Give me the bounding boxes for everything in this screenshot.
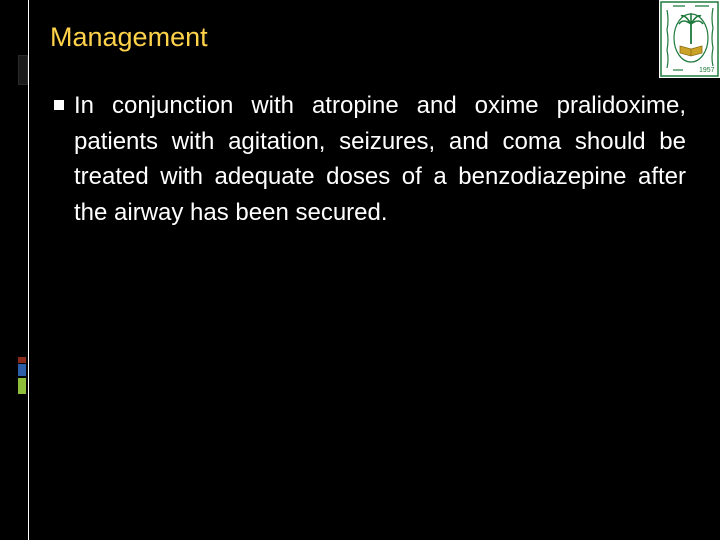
bullet-item — [50, 88, 686, 230]
slide-title: Management — [50, 22, 208, 52]
accent-bar-blue — [18, 364, 26, 376]
accent-bar-red — [18, 357, 26, 363]
accent-bar-green — [18, 378, 26, 394]
university-seal-icon — [659, 0, 720, 78]
university-logo — [659, 0, 720, 78]
bullet-text: In conjunction with atropine and oxime pralidoxime, patients with agitation, seizures, and coma should be treated with adequate doses of a benzodiazepine after the airway has been secured. — [74, 92, 686, 226]
bullet-list — [50, 88, 686, 230]
top-accent-block — [18, 55, 28, 85]
logo-year: 1957 — [699, 67, 715, 74]
square-bullet-icon — [54, 100, 64, 110]
left-divider-line — [28, 0, 29, 540]
